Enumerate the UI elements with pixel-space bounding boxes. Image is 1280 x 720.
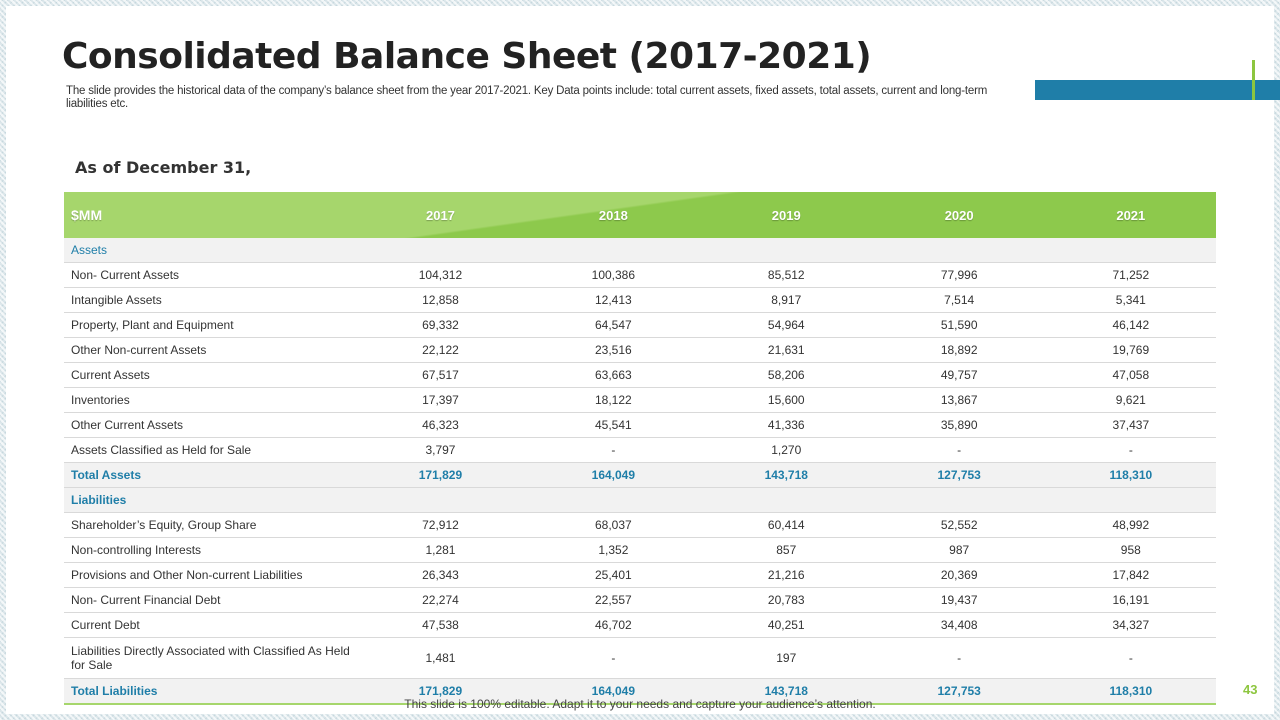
cell-value: 25,401 — [527, 563, 700, 588]
cell-value: 7,514 — [873, 288, 1046, 313]
cell-value: 100,386 — [527, 263, 700, 288]
cell-value: 67,517 — [354, 363, 527, 388]
table-row — [64, 588, 1216, 613]
cell-value: 19,769 — [1046, 338, 1216, 363]
row-label: Non- Current Financial Debt — [64, 588, 354, 613]
page-title: Consolidated Balance Sheet (2017-2021) — [62, 36, 872, 77]
row-label: Liabilities Directly Associated with Classified As Held for Sale — [64, 638, 354, 679]
header-year: 2017 — [425, 207, 455, 223]
cell-value: 23,516 — [527, 338, 700, 363]
table-row — [64, 613, 1216, 638]
cell-value: 171,829 — [354, 679, 527, 705]
cell-value: 45,541 — [527, 413, 700, 438]
table-row — [64, 513, 1216, 538]
table-row — [64, 438, 1216, 463]
cell-value: - — [527, 438, 700, 463]
row-label: Other Non-current Assets — [64, 338, 354, 363]
cell-value: 17,842 — [1046, 563, 1216, 588]
row-label: Intangible Assets — [64, 288, 354, 313]
cell-value: - — [1046, 638, 1216, 679]
cell-value: 1,352 — [527, 538, 700, 563]
total-row — [64, 463, 1216, 488]
table-header-row — [64, 192, 1216, 238]
slide — [6, 6, 1274, 714]
cell-value: 18,892 — [873, 338, 1046, 363]
balance-sheet-table — [64, 192, 1216, 705]
cell-value: 1,281 — [354, 538, 527, 563]
section-row-liabilities — [64, 488, 1216, 513]
cell-value: 71,252 — [1046, 263, 1216, 288]
row-label: Provisions and Other Non-current Liabilities — [64, 563, 354, 588]
cell-value: 46,142 — [1046, 313, 1216, 338]
cell-value: 171,829 — [354, 463, 527, 488]
cell-value: 13,867 — [873, 388, 1046, 413]
page-number: 43 — [1243, 682, 1258, 697]
table-row — [64, 388, 1216, 413]
cell-value: 41,336 — [700, 413, 873, 438]
cell-value: 22,557 — [527, 588, 700, 613]
cell-value: 52,552 — [873, 513, 1046, 538]
cell-value: 63,663 — [527, 363, 700, 388]
row-label: Total Assets — [64, 463, 354, 488]
cell-value: 104,312 — [354, 263, 527, 288]
table-row — [64, 338, 1216, 363]
cell-value: 127,753 — [873, 679, 1046, 705]
row-label: Total Liabilities — [64, 679, 354, 705]
cell-value: 51,590 — [873, 313, 1046, 338]
header-year: 2021 — [1116, 207, 1146, 223]
table-row — [64, 563, 1216, 588]
cell-value: 35,890 — [873, 413, 1046, 438]
cell-value: 958 — [1046, 538, 1216, 563]
cell-value: - — [1046, 438, 1216, 463]
cell-value: 58,206 — [700, 363, 873, 388]
row-label: Current Assets — [64, 363, 354, 388]
cell-value: 22,122 — [354, 338, 527, 363]
cell-value: 47,058 — [1046, 363, 1216, 388]
cell-value: 60,414 — [700, 513, 873, 538]
cell-value: 77,996 — [873, 263, 1046, 288]
cell-value: 9,621 — [1046, 388, 1216, 413]
cell-value: 20,783 — [700, 588, 873, 613]
cell-value: 47,538 — [354, 613, 527, 638]
cell-value: 16,191 — [1046, 588, 1216, 613]
cell-value: 46,702 — [527, 613, 700, 638]
cell-value: 857 — [700, 538, 873, 563]
cell-value: 12,413 — [527, 288, 700, 313]
cell-value: 5,341 — [1046, 288, 1216, 313]
cell-value: 22,274 — [354, 588, 527, 613]
cell-value: 18,122 — [527, 388, 700, 413]
cell-value: 21,631 — [700, 338, 873, 363]
cell-value: 118,310 — [1046, 463, 1216, 488]
section-row-assets — [64, 238, 1216, 263]
footer-note: This slide is 100% editable. Adapt it to your needs and capture your audience’s attention. — [404, 697, 876, 711]
table-row — [64, 288, 1216, 313]
row-label: Current Debt — [64, 613, 354, 638]
row-label: Non- Current Assets — [64, 263, 354, 288]
cell-value: - — [873, 438, 1046, 463]
cell-value: 64,547 — [527, 313, 700, 338]
cell-value: 12,858 — [354, 288, 527, 313]
cell-value: - — [527, 638, 700, 679]
table-row — [64, 638, 1216, 679]
cell-value: 3,797 — [354, 438, 527, 463]
table-row — [64, 313, 1216, 338]
cell-value: 15,600 — [700, 388, 873, 413]
row-label: Non-controlling Interests — [64, 538, 354, 563]
as-of-heading: As of December 31, — [75, 158, 252, 177]
cell-value: 48,992 — [1046, 513, 1216, 538]
table-row — [64, 263, 1216, 288]
cell-value: 164,049 — [527, 679, 700, 705]
slide-subtitle: The slide provides the historical data of the company’s balance sheet from the year 2017-2021. Key Data points include: total current assets, fixed assets, total assets, current and long-term liabilities etc. — [66, 85, 988, 110]
cell-value: 143,718 — [700, 679, 873, 705]
header-year: 2019 — [771, 207, 801, 223]
cell-value: 1,481 — [354, 638, 527, 679]
cell-value: 68,037 — [527, 513, 700, 538]
section-label: Assets — [64, 238, 1216, 263]
header-year: 2018 — [598, 207, 628, 223]
table-row — [64, 413, 1216, 438]
row-label: Property, Plant and Equipment — [64, 313, 354, 338]
cell-value: 197 — [700, 638, 873, 679]
accent-line — [1252, 60, 1255, 100]
row-label: Assets Classified as Held for Sale — [64, 438, 354, 463]
cell-value: 127,753 — [873, 463, 1046, 488]
cell-value: 34,327 — [1046, 613, 1216, 638]
accent-bar — [1035, 80, 1280, 100]
cell-value: 1,270 — [700, 438, 873, 463]
row-label: Other Current Assets — [64, 413, 354, 438]
cell-value: 118,310 — [1046, 679, 1216, 705]
cell-value: 54,964 — [700, 313, 873, 338]
cell-value: 40,251 — [700, 613, 873, 638]
table-row — [64, 538, 1216, 563]
cell-value: 26,343 — [354, 563, 527, 588]
header-unit: $MM — [71, 207, 103, 223]
cell-value: 37,437 — [1046, 413, 1216, 438]
row-label: Shareholder’s Equity, Group Share — [64, 513, 354, 538]
cell-value: 69,332 — [354, 313, 527, 338]
cell-value: 987 — [873, 538, 1046, 563]
cell-value: - — [873, 638, 1046, 679]
cell-value: 20,369 — [873, 563, 1046, 588]
row-label: Inventories — [64, 388, 354, 413]
cell-value: 85,512 — [700, 263, 873, 288]
cell-value: 34,408 — [873, 613, 1046, 638]
cell-value: 143,718 — [700, 463, 873, 488]
table-row — [64, 363, 1216, 388]
cell-value: 17,397 — [354, 388, 527, 413]
cell-value: 8,917 — [700, 288, 873, 313]
cell-value: 164,049 — [527, 463, 700, 488]
cell-value: 46,323 — [354, 413, 527, 438]
cell-value: 21,216 — [700, 563, 873, 588]
cell-value: 72,912 — [354, 513, 527, 538]
header-year: 2020 — [944, 207, 974, 223]
cell-value: 19,437 — [873, 588, 1046, 613]
cell-value: 49,757 — [873, 363, 1046, 388]
section-label: Liabilities — [64, 488, 1216, 513]
